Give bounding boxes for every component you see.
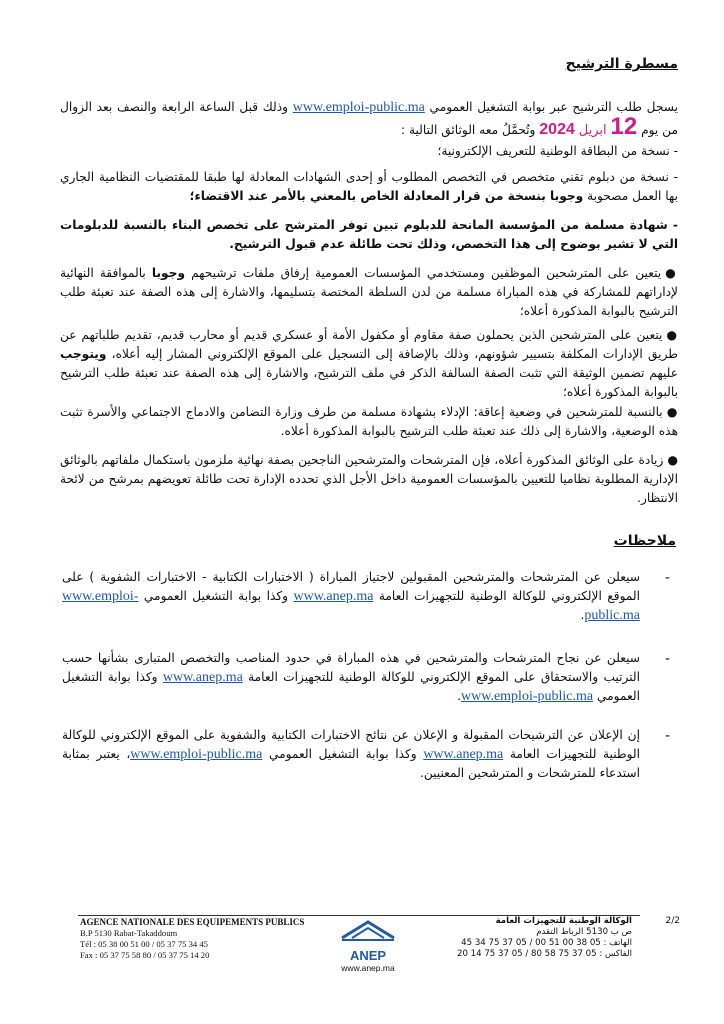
doc-text: - نسخة من دبلوم تقني متخصص في التخصص المطلوب أو إحدى الشهادات المعادلة لها طبقا للمقتضيات النظامية الجاري بها العمل مصحوبة: [60, 170, 678, 203]
logo-url: www.anep.ma: [341, 963, 395, 973]
note-end: ، يعتبر بمثابة استدعاء للمترشحات و المترشحين المعنيين.: [62, 747, 640, 780]
intro-part2: وذلك قبل الساعة الرابعة والنصف بعد الزوال من يوم: [60, 100, 678, 137]
footer-french: [80, 917, 304, 961]
bullet-post: عليهم تضمين الوثيقة التي تثبت الصفة السالفة الذكر في ملف الترشيح، والاشارة إلى هذه الصفة عند تعبئة طلب الترشيح بالبوابة المذكورة أعلاه؛: [60, 366, 678, 399]
anep-link[interactable]: www.anep.ma: [293, 589, 374, 604]
footer-fr-name: AGENCE NATIONALE DES EQUIPEMENTS PUBLICS: [80, 917, 305, 927]
note-text: سيعلن عن نجاح المترشحات والمترشحين في هذه المباراة في حدود المناصب والتخصص المتبارى بشأنها حسب الترتيب والاستحقاق على الموقع الإلكتروني للوكالة الوطنية للتجهيزات العامة: [62, 651, 641, 684]
footer-ar-tel: الهاتف : 05 38 00 51 00 / 05 37 75 34 45: [461, 938, 632, 948]
footer-fr-fax: Fax : 05 37 75 58 80 / 05 37 75 14 20: [80, 950, 210, 960]
bullet-pre: زيادة على الوثائق المذكورة أعلاه، فإن المترشحات والمترشحين الناجحين بصفة نهائية ملزمون باستكمال ملفاتهم بالوثائق الإدارية المطلوبة نظاميا للتعيين بالمؤسسات العمومية داخل الأجل الذي تحدده الإدارة تحت طائلة تعويضهم بمرشح من لائحة الانتظار.: [60, 453, 678, 505]
note-text: إن الإعلان عن الترشيحات المقبولة و الإعلان عن نتائج الاختبارات الكتابية والشفوية على الموقع الإلكتروني للوكالة الوطنية للتجهيزات العامة: [62, 728, 641, 761]
footer-fr-bp: B.P 5130 Rabat-Takaddoum: [80, 928, 178, 938]
bullet-item: [60, 326, 678, 402]
note-dash-icon: -: [664, 728, 670, 744]
note-dash-icon: -: [664, 570, 670, 586]
footer-arabic: [457, 916, 632, 960]
bullet-icon: ●: [667, 453, 678, 467]
note-dash-icon: -: [664, 651, 670, 667]
bullet-item: [60, 451, 678, 508]
note-text: سيعلن عن المترشحات والمترشحين المقبولين لاجتياز المباراة ( الاختبارات الكتابية - الاختبارات الشفوية ) على الموقع الإلكتروني للوكالة الوطنية للتجهيزات العامة: [62, 570, 641, 603]
bullet-item: [60, 264, 678, 321]
page-number: 2/2: [665, 916, 680, 926]
bullet-bold: وجوبا: [151, 266, 186, 280]
intro-part1: يسجل طلب الترشيح عبر بوابة التشغيل العمومي: [429, 100, 679, 114]
handwritten-month: ابريل: [578, 122, 607, 137]
anep-link[interactable]: www.anep.ma: [423, 747, 504, 762]
bullet-icon: ●: [665, 266, 678, 280]
bullet-post: بالموافقة النهائية لإداراتهم للمشاركة في هذه المباراة مسلمة من لدن السلطة المختصة بتسليمها، والاشارة إلى هذه الصفة عند تعبئة طلب الترشيح بالبوابة المذكورة أعلاه؛: [60, 266, 678, 318]
note-mid: وكذا بوابة التشغيل العمومي: [268, 747, 417, 761]
doc-item: [60, 216, 678, 254]
logo-text: ANEP: [349, 948, 387, 963]
note-mid: وكذا بوابة التشغيل العمومي: [143, 589, 289, 603]
doc-item: [60, 142, 678, 161]
bullet-item: [60, 403, 678, 441]
doc-item: [60, 168, 678, 206]
bullet-pre: بالنسبة للمترشحين في وضعية إعاقة: الإدلاء بشهادة مسلمة من طرف وزارة التضامن والادماج الاجتماعي والأسرة تثبت هذه الوضعية، والاشارة إلى ذلك عند تعبئة طلب الترشيح بالبوابة المذكورة أعلاه.: [60, 405, 678, 438]
bullet-pre: يتعين على المترشحين الموظفين ومستخدمي المؤسسات العمومية إرفاق ملفات ترشيحهم: [185, 266, 662, 280]
emploi-public-link[interactable]: www.emploi-public.ma: [292, 100, 425, 115]
anep-link[interactable]: www.anep.ma: [162, 670, 243, 685]
anep-logo-icon: [338, 918, 398, 944]
bullet-icon: ●: [666, 328, 679, 342]
handwritten-day: 12: [610, 113, 638, 140]
doc-bold: وجوبا بنسخة من قرار المعادلة الخاص بالمعني بالأمر عند الاقتضاء؛: [189, 189, 584, 203]
note-item: [62, 726, 640, 783]
anep-logo: [328, 918, 408, 984]
bullet-icon: ●: [666, 405, 678, 419]
note-item: [62, 649, 640, 706]
note-end: .: [457, 689, 462, 703]
bullet-pre: يتعين على المترشحين الذين يحملون صفة مقاوم أو مكفول الأمة أو عسكري قديم أو محارب قديم، تقديم طلباتهم عن طريق الإدارات المكلفة بتسيير شؤونهم، وذلك بالإضافة إلى التسجيل على الموقع الإلكتروني المشار إليه أعلاه،: [60, 328, 678, 361]
emploi-public-link[interactable]: www.emploi-public.ma: [62, 589, 640, 623]
intro-paragraph: [60, 98, 678, 138]
heading-notes: ملاحظات: [613, 533, 676, 549]
intro-part3: وتُحمَّلُ معه الوثائق التالية :: [400, 123, 536, 137]
note-mid: وكذا بوابة التشغيل العمومي: [62, 670, 640, 703]
footer-fr-tel: Tél : 05 38 00 51 00 / 05 37 75 34 45: [80, 939, 208, 949]
footer-ar-fax: الفاكس : 05 37 75 58 80 / 05 37 75 14 20: [457, 949, 632, 959]
footer-ar-bp: ص ب 5130 الرباط التقدم: [536, 927, 632, 937]
doc-text: - نسخة من البطاقة الوطنية للتعريف الإلكترونية؛: [437, 144, 678, 158]
note-item: [62, 568, 640, 625]
emploi-public-link[interactable]: www.emploi-public.ma: [130, 747, 263, 762]
note-end: .: [580, 608, 585, 622]
heading-candidacy: مسطرة الترشيح: [565, 56, 678, 72]
footer-ar-name: الوكالة الوطنية للتجهيزات العامة: [495, 916, 632, 926]
bullet-bold: ويتوجب: [60, 347, 107, 361]
emploi-public-link[interactable]: www.emploi-public.ma: [461, 689, 594, 704]
doc-bold: - شهادة مسلمة من المؤسسة المانحة للدبلوم تبين توفر المترشح على تخصص البناء بالنسبة للدبلومات التي لا تشير بوضوح إلى هذا التخصص، وذلك تحت طائلة عدم قبول الترشيح.: [60, 218, 678, 251]
handwritten-year: 2024: [539, 121, 575, 138]
